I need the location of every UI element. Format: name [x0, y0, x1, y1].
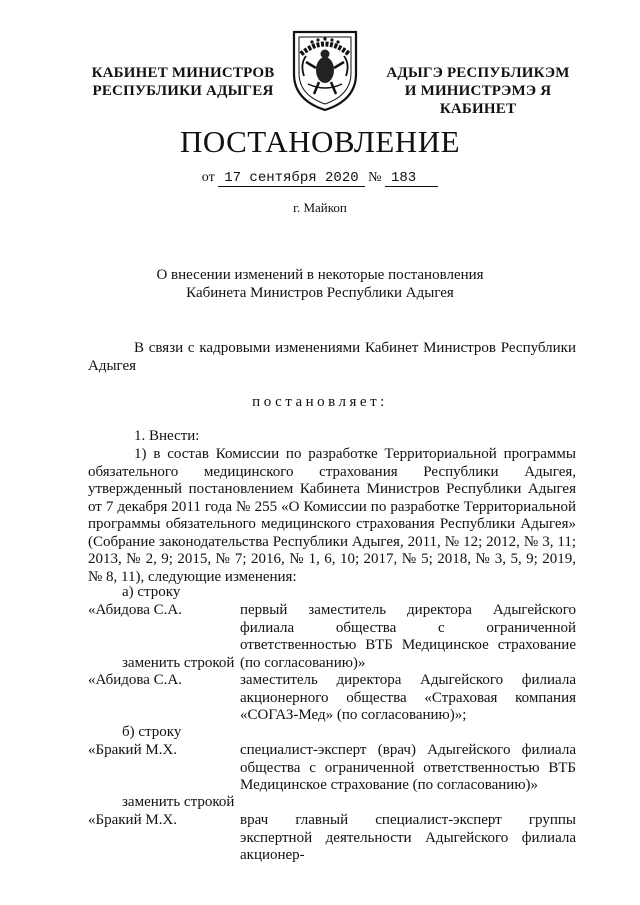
date-from-label: от: [201, 170, 215, 185]
entry-a-new-description: заместитель директора Адыгейского филиала акционерного общества «Страховая компания «СОГАЗ-Мед» (по согласованию)»;: [240, 672, 576, 723]
entry-a-old-name: «Абидова С.А.: [88, 602, 182, 618]
sub-item-a-label: а) строку: [122, 584, 181, 600]
item-1-label: 1. Внести:: [134, 428, 200, 444]
issuer-line-2: И МИНИСТРЭМЭ Я КАБИНЕТ: [404, 83, 552, 117]
sub-item-b-label: б) строку: [122, 724, 182, 740]
document-date: 17 сентября 2020: [218, 170, 364, 187]
issuer-line-1: АДЫГЭ РЕСПУБЛИКЭМ: [386, 65, 570, 81]
entry-b-new-description: врач главный специалист-эксперт группы экспертной деятельности Адыгейского филиала акционер-: [240, 812, 576, 863]
entry-b-new-name: «Бракий М.Х.: [88, 812, 178, 828]
city-label: г. Майкоп: [293, 200, 347, 215]
issuer-name-russian: [78, 64, 288, 100]
replace-b-label: заменить строкой: [122, 794, 235, 810]
subject-line-2: Кабинета Министров Республики Адыгея: [186, 285, 454, 301]
document-subject: [0, 266, 640, 302]
issuer-line-1: КАБИНЕТ МИНИСТРОВ: [91, 65, 275, 81]
preamble-paragraph: В связи с кадровыми изменениями Кабинет Министров Республики Адыгея: [88, 340, 576, 374]
entry-a-old-description: первый заместитель директора Адыгейского филиала общества с ограниченной ответственностью ВТБ Медицинское страхование (по согласованию)»: [240, 602, 576, 671]
resolves-heading: постановляет:: [252, 394, 388, 410]
coat-of-arms-icon: [286, 24, 364, 112]
document-number: 183: [385, 170, 438, 187]
entry-b-old-description: специалист-эксперт (врач) Адыгейского филиала общества с ограниченной ответственностью ВТБ Медицинское страхование (по согласованию)»: [240, 742, 576, 793]
issuer-name-adyghe: [368, 64, 588, 118]
entry-b-old-name: «Бракий М.Х.: [88, 742, 178, 758]
item-1-1-paragraph: 1) в состав Комиссии по разработке Территориальной программы обязательного медицинского страхования Республики Адыгея, утвержденный постановлением Кабинета Министров Республики Адыгея от 7 декабря 2011 года № 255 «О Комиссии по разработке Территориальной программы обязательного медицинского страхования Республики Адыгея» (Собрание законодательства Республики Адыгея, 2011, № 12; 2012, № 3, 11; 2013, № 2, 9; 2015, № 7; 2016, № 1, 6, 10; 2017, № 5; 2018, № 3, 5, 9; 2019, № 8, 11), следующие изменения:: [88, 446, 576, 585]
entry-a-new-name: «Абидова С.А.: [88, 672, 182, 688]
document-title: ПОСТАНОВЛЕНИЕ: [179, 124, 461, 159]
number-label: №: [368, 170, 382, 185]
issuer-line-2: РЕСПУБЛИКИ АДЫГЕЯ: [92, 83, 274, 99]
subject-line-1: О внесении изменений в некоторые постановления: [156, 267, 484, 283]
replace-a-label: заменить строкой: [122, 655, 235, 671]
date-number-line: [0, 170, 640, 186]
